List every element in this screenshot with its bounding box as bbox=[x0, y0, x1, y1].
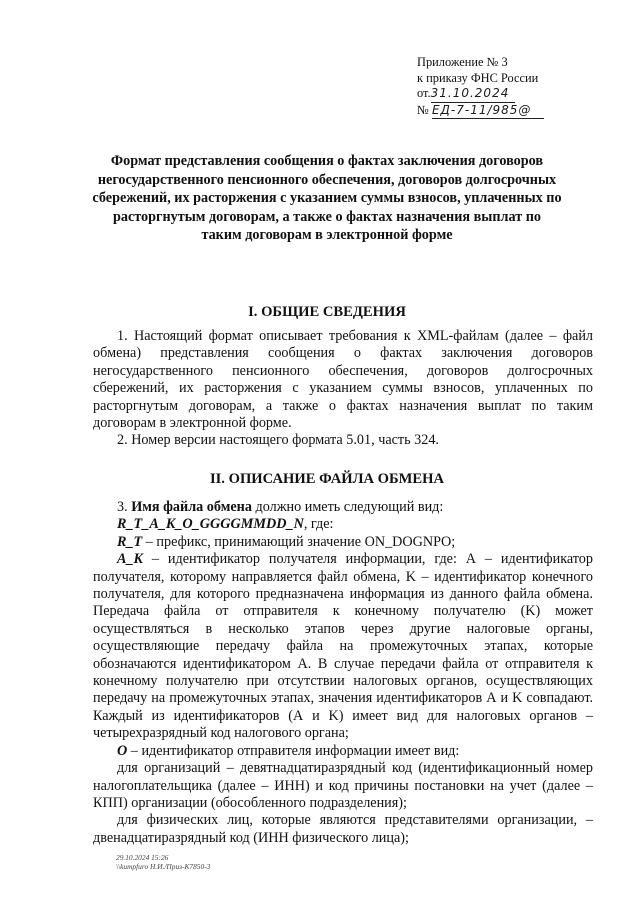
file-path: \\kumpfuro Н.И./Приз-К7850-3 bbox=[116, 862, 211, 871]
o-code: O bbox=[117, 742, 128, 759]
paragraph-3-text: должно иметь следующий вид: bbox=[255, 499, 444, 515]
section-1-body bbox=[93, 328, 593, 450]
document-title: Формат представления сообщения о фактах заключения договоров негосударственного пенсионного обеспечения, договоров долгосрочных сбережений, их расторжения с указанием суммы взносов, уплаченных по расторгнутым договорам, а также о фактах назначения выплат по таким договорам в электронной форме bbox=[92, 153, 562, 244]
individuals-definition: для физических лиц, которые являются представителями организации, – двенадцатиразрядный код (ИНН физического лица); bbox=[93, 812, 593, 846]
number-prefix: № bbox=[417, 102, 429, 117]
print-footer bbox=[116, 853, 210, 871]
file-name-term: Имя файла обмена bbox=[131, 499, 252, 515]
order-date-line: от.31.10.2024 bbox=[417, 86, 617, 103]
paragraph-3 bbox=[93, 499, 593, 516]
section-2-body bbox=[93, 499, 593, 847]
rt-code: R_T bbox=[117, 533, 143, 550]
ak-definition bbox=[93, 551, 593, 742]
o-text: – идентификатор отправителя информации имеет вид: bbox=[130, 742, 460, 759]
print-timestamp: 29.10.2024 15:26 bbox=[116, 853, 169, 862]
section-2-heading: II. ОПИСАНИЕ ФАЙЛА ОБМЕНА bbox=[209, 471, 445, 487]
order-number-line bbox=[417, 103, 617, 120]
rt-text: – префикс, принимающий значение ON_DOGNPO; bbox=[145, 533, 456, 550]
order-header bbox=[417, 55, 617, 119]
paragraph-3-number: 3. bbox=[117, 499, 128, 515]
order-reference: к приказу ФНС России bbox=[417, 70, 539, 85]
o-definition bbox=[93, 743, 593, 760]
file-name-pattern-suffix: , где: bbox=[303, 516, 334, 533]
ak-code: A_K bbox=[117, 551, 144, 568]
section-1-heading: I. ОБЩИЕ СВЕДЕНИЯ bbox=[248, 304, 406, 320]
rt-definition bbox=[93, 534, 593, 551]
file-name-pattern-line bbox=[93, 516, 593, 533]
paragraph-1: 1. Настоящий формат описывает требования к XML-файлам (далее – файл обмена) представления сообщения о фактах заключения договоров негосударственного пенсионного обеспечения, договоров долгосрочных сбережений, их расторжения с указанием суммы взносов, уплаченных по расторгнутым договорам, а также о фактах назначения выплат по таким договорам в электронной форме. bbox=[93, 328, 593, 432]
ak-text: – идентификатор получателя информации, где: А – идентификатор получателя, которому направляется файл обмена, K – идентификатор конечного получателя, для которого предназначена информация из данного файла обмена. Передача файла от отправителя к конечному получателю (K) может осуществляться в несколько этапов через другие налоговые органы, осуществляющие передачу файла на промежуточных этапах, которые обозначаются идентификатором А. В случае передачи файла от отправителя к конечному получателю при отсутствии налоговых органов, осуществляющих передачу на промежуточных этапах, значения идентификаторов А и K совпадают. Каждый из идентификаторов (А и K) имеет вид для налоговых органов – четырехразрядный код налогового органа; bbox=[93, 551, 593, 742]
date-prefix: от bbox=[417, 86, 428, 101]
file-name-pattern: R_T_A_K_O_GGGGMMDD_N bbox=[117, 516, 304, 533]
handwritten-date: 31.10.2024 bbox=[431, 86, 515, 103]
organizations-definition: для организаций – девятнадцатиразрядный код (идентификационный номер налогоплательщика (далее – ИНН) и код причины постановки на учет (далее – КПП) организации (обособленного подразделения); bbox=[93, 760, 593, 811]
handwritten-number: ЕД-7-11/985@ bbox=[432, 103, 544, 120]
paragraph-2: 2. Номер версии настоящего формата 5.01, часть 324. bbox=[117, 432, 439, 449]
appendix-label: Приложение № 3 bbox=[417, 55, 508, 69]
